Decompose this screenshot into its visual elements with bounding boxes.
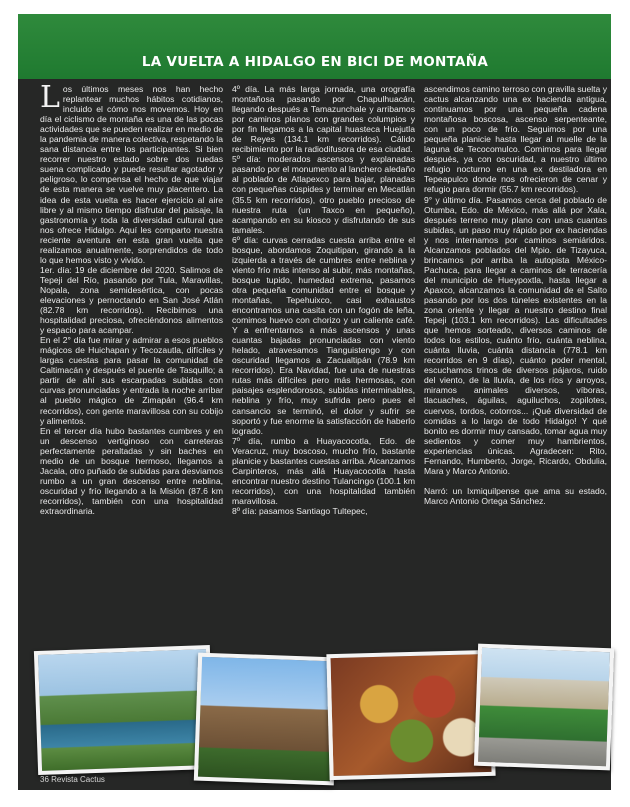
intro-text: os últimos meses nos han hecho replantear muchos hábitos cotidianos, incluido el cómo nos movemos. Hoy en día el ciclismo de montaña es una de las pocas actividades que se pueden realizar en medio de la pandemia de manera colectiva, respetando la sana distancia entre los participantes. Si bien recorrer nuestro estado sobre dos ruedas suena complicado y puede resultar agotador y peligroso, lo compensa el hecho de que viajar de esta manera se vuelve muy placentero. La idea de esta vuelta es hacer ejercicio al aire libre y al mismo tiempo disfrutar del paisaje, la gastronomía y toda la diversidad cultural que nos ofrece Hidalgo. Aquí les comparto nuestra reciente aventura en esta gran vuelta que realizamos anualmente, sorprendidos de todo lo que hemos visto y vivido. bbox=[40, 84, 223, 265]
page-folio: 36 Revista Cactus bbox=[40, 775, 105, 784]
paragraph-day-6: 6º día: curvas cerradas cuesta arriba entre el bosque, abordamos Zoquitipan, girando a la izquierda a través de cumbres entre neblina y viento frío más intenso al subir, más montañas, bosque tupido, humedad extrema, pasamos otra pequeña comunidad entre el bosque y montañas, Tepehuixco, casi exhaustos encontramos una casita con un fogón de leña, comimos huevo con chorizo y un caliente café. Y a enfrentarnos a más ascensos y unas cuantas bajadas pronunciadas con viento helado, atravesamos Tianguistengo y con oscuridad llegamos a Zacualtipán (78.9 km recorridos). Era Navidad, fue una de nuestras rutas más difíciles pero más hermosas, con paisajes esplendorosos, subidas interminables, neblina y frío, muy sufrida pero pues el cansancio se terminó, el dolor y sufrir se soportó y fue enorme la satisfacción de haberlo logrado. bbox=[232, 234, 415, 436]
article-column-2 bbox=[232, 84, 415, 636]
article-column-1 bbox=[40, 84, 223, 636]
article-column-3 bbox=[424, 84, 607, 636]
photo-church bbox=[194, 653, 338, 786]
author-credit: Narró: un Ixmiquilpense que ama su estado, Marco Antonio Ortega Sánchez. bbox=[424, 485, 607, 506]
paragraph-day-8: 8º día: pasamos Santiago Tultepec, bbox=[232, 505, 368, 516]
photo-food-dishes bbox=[326, 650, 495, 780]
paragraph-day-9: 9° y último día. Pasamos cerca del poblado de Otumba, Edo. de México, más allá por Xala, después terreno muy plano con unas cuantas subidas, un paso muy rápido por ex haciendas y nos internamos por caminos semiáridos. Alcanzamos poblados del Mpio. de Tizayuca, brincamos por arriba la autopista México-Pachuca, para llegar a caminos de terracería del municipio de Hueypoxtla, hasta llegar a Apaxco, alcanzamos la comunidad de el Salto pasando por los dos túneles existentes en la zona oriente y llegar a nuestro destino final Tepeji (103.1 km recorridos). Las dificultades que hemos sorteado, diversos caminos de todos los estilos, cuánto frío, cuánta neblina, cuánta lluvia, cuánta distancia (778.1 km recorridos en 9 días), cuánto poder mental, escuchamos trinos de diversos pájaros, ruido del viento, de la lluvia, de los ríos y arroyos, miramos animales diversos, víboras, tlacuaches, águilas, aguiluchos, zopilotes, cuervos, tordos, cotorros... ¡Qué diversidad de comidas a lo largo de todo Hidalgo! Y qué bonito es dormir muy cansado, tomar agua muy sedientos y comer muy hambrientos, experiencias únicas. Agradecen: Rito, Fernando, Humberto, Jorge, Ricardo, Obdulia, Mara y Marco Antonio. bbox=[424, 194, 607, 476]
paragraph-intro bbox=[40, 84, 223, 265]
article-title: LA VUELTA A HIDALGO EN BICI DE MONTAÑA bbox=[141, 54, 489, 70]
paragraph-day-7: 7º día, rumbo a Huayacocotla, Edo. de Veracruz, muy boscoso, mucho frío, bastante planicie y bastantes cuestas arriba. Alcanzamos Carpinteros, más allá Huayacocotla hasta encontrar nuestro destino Tulancingo (100.1 km recorridos), con una hospitalidad también maravillosa. bbox=[232, 435, 415, 506]
paragraph-day-4: 4º día. La más larga jornada, una orografía montañosa pasando por Chapulhuacán, llegando después a Tamazunchale y arribamos por caminos planos con grandes columpios y por fin llegamos a la capital huasteca Huejutla de Reyes (134.1 km recorridos). Cálido recibimiento por la radiodifusora de esa ciudad. bbox=[232, 84, 415, 155]
paragraph-day-5: 5º día: moderados ascensos y explanadas pasando por el monumento al lanchero aledaño al poblado de Atlapexco para bajar, planadas con pequeñas cúspides y terminar en Mecatlán (35.5 km recorridos), otro pueblo precioso de nuestra ruta (un Taxco en pequeño), acampando en su kiosco y disfrutando de sus tamales. bbox=[232, 154, 415, 235]
paragraph-day-1: 1er. día: 19 de diciembre del 2020. Salimos de Tepeji del Río, pasando por Tula, Maravillas, Nopala, zona semidesértica, con pocas elevaciones y pernoctando en San José Atlán (82.78 km recorridos). Recibimos una hospitalidad preciosa, ofreciéndonos alimentos y espacio para acampar. bbox=[40, 264, 223, 336]
photo-plaza-garden bbox=[474, 644, 614, 771]
paragraph-day-8-cont: ascendimos camino terroso con gravilla suelta y cactus alcanzando una ex hacienda antigua, continuamos por una pequeña cadena montañosa boscosa, ascenso serpenteante, con un poco de frío. Seguimos por una pequeña planicie hasta llegar al muelle de la laguna de Tecocomulco. Comimos para llegar después, ya con oscuridad, a nuestro último refugio nocturno en una ex destiladora en Tepeapulco donde nos ofrecieron de cenar y refugio para dormir (55.7 km recorridos). bbox=[424, 84, 607, 195]
paragraph-day-2: En el 2° día fue mirar y admirar a esos pueblos mágicos de Huichapan y Tecozautla, difíciles y largas cuestas para pasar la comunidad de Caltimacán y después el puente de Tasquillo; a partir de ahí sus escarpadas subidas con curvas pronunciadas y entrada la noche arribar al pueblo mágico de Zimapán (96.4 km recorridos), con gente maravillosa con su cobijo y alimentos. bbox=[40, 335, 223, 426]
paragraph-day-3: En el tercer día hubo bastantes cumbres y en un descenso vertiginoso con carreteras perfectamente peraltadas y sin baches en medio de un bosque hermoso, llegamos a Jacala, otro puñado de subidas para desviamos rumbo a un gran descenso entre neblina, oscuridad y frío llegando a la Misión (87.6 km recorridos), también con una hospitalidad extraordinaria. bbox=[40, 425, 223, 516]
photo-canyon-landscape bbox=[34, 645, 214, 775]
drop-cap: L bbox=[40, 84, 60, 115]
